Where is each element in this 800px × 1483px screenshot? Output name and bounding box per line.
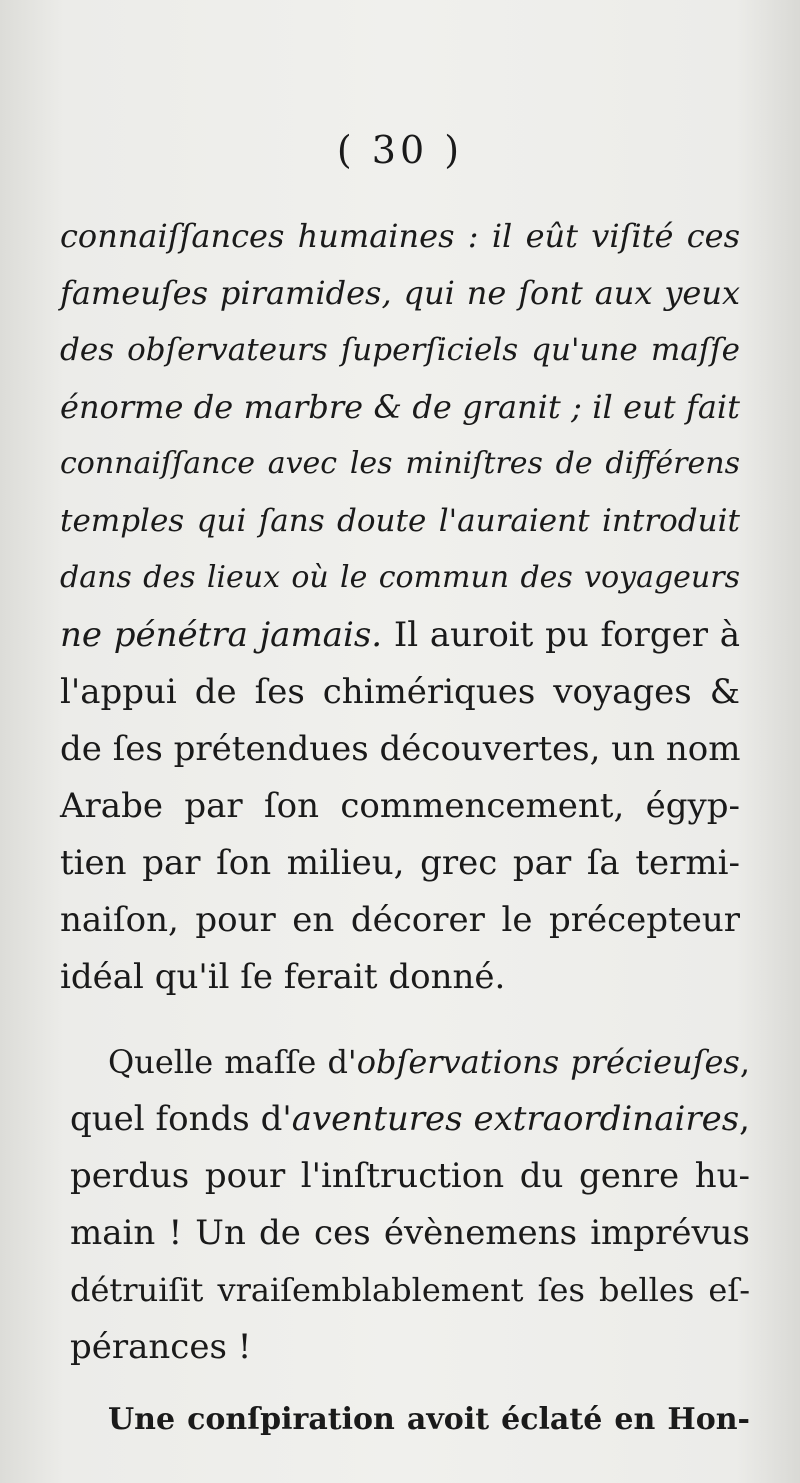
text-line: des obſervateurs ſuperſiciels qu'une maſſe — [60, 332, 740, 368]
text-line: naiſon, pour en décorer le précepteur — [60, 900, 740, 940]
text-line: Quelle maſſe d'obſervations précieuſes, — [108, 1043, 751, 1081]
text-line: main ! Un de ces évènemens imprévus — [70, 1213, 750, 1253]
text-line: énorme de marbre & de granit ; il eut fait — [60, 388, 740, 426]
text-line: temples qui ſans doute l'auraient introduit — [60, 503, 740, 539]
text-line: connaiſſances humaines : il eût viſité ces — [60, 217, 740, 255]
text-line: l'appui de ſes chimériques voyages & — [60, 672, 740, 712]
text-line: ne pénétra jamais. Il auroit pu forger à — [60, 615, 740, 655]
text-line: dans des lieux où le commun des voyageurs — [60, 560, 740, 595]
text-line: de ſes prétendues découvertes, un nom — [60, 729, 741, 769]
text-line: perdus pour l'inſtruction du genre hu- — [70, 1156, 750, 1196]
text-line: fameuſes piramides, qui ne ſont aux yeux — [60, 274, 740, 312]
text-line: Arabe par ſon commencement, égyp- — [60, 786, 740, 826]
text-line: connaiſſance avec les miniſtres de différens — [60, 446, 740, 481]
text-line: pérances ! — [70, 1327, 252, 1367]
text-line: détruiſit vraiſemblablement ſes belles eſ- — [70, 1271, 750, 1309]
page-number: ( 30 ) — [336, 128, 464, 172]
text-line: quel fonds d'aventures extraordinaires, — [70, 1099, 750, 1139]
text-line: idéal qu'il ſe ferait donné. — [60, 957, 506, 997]
text-line: tien par ſon milieu, grec par ſa termi- — [60, 843, 740, 883]
text-line: Une conſpiration avoit éclaté en Hon- — [108, 1402, 750, 1437]
